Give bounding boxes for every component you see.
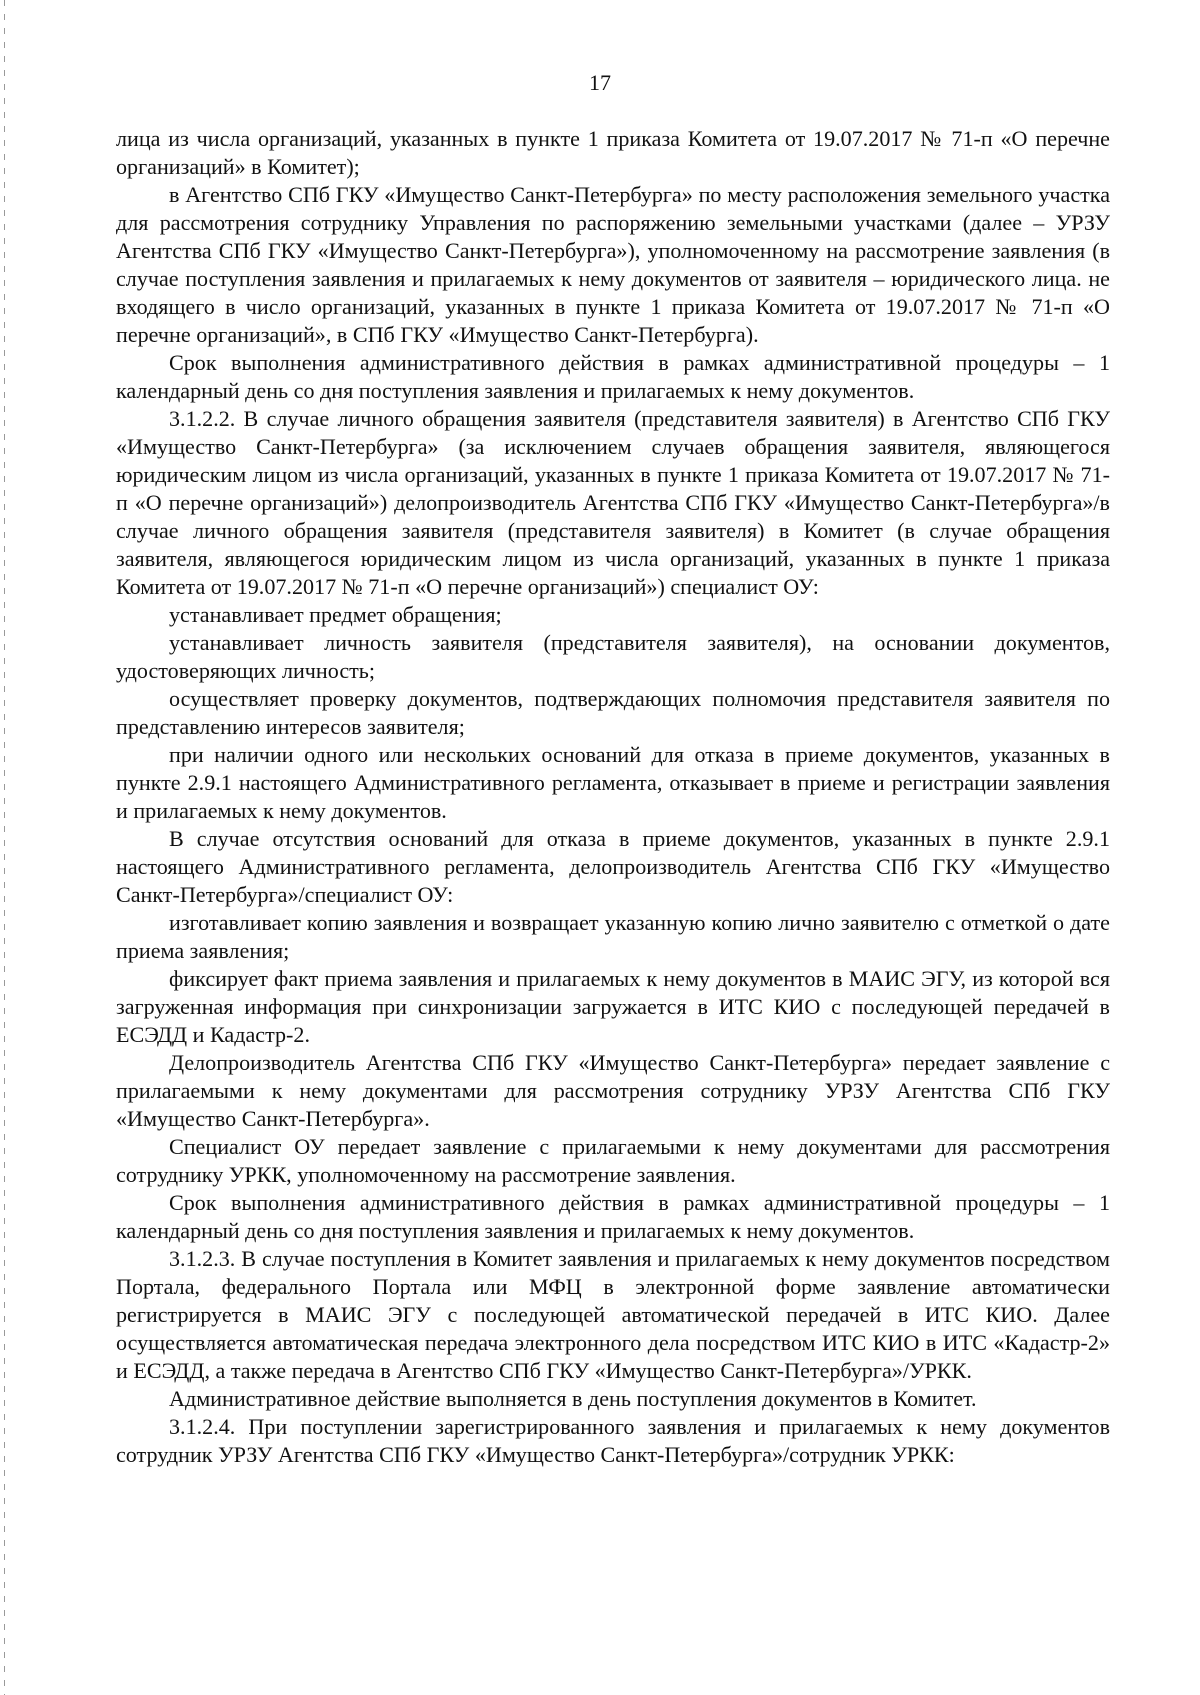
paragraph-section-3-1-2-3: 3.1.2.3. В случае поступления в Комитет заявления и прилагаемых к нему документов посредством Портала, федерального Портала или МФЦ в электронной форме заявление автоматически регистрируется в МАИС ЭГУ с последующей автоматической передачей в ИТС КИО. Далее осуществляется автоматическая передача электронного дела посредством ИТС КИО в ИТС «Кадастр-2» и ЕСЭДД, а также передача в Агентство СПб ГКУ «Имущество Санкт-Петербурга»/УРКК. (116, 1246, 1110, 1383)
paragraph-section-3-1-2-4: 3.1.2.4. При поступлении зарегистрированного заявления и прилагаемых к нему документов сотрудник УРЗУ Агентства СПб ГКУ «Имущество Санкт-Петербурга»/сотрудник УРКК: (116, 1414, 1110, 1467)
paragraph-continuation: лица из числа организаций, указанных в пункте 1 приказа Комитета от 19.07.2017 № 71-п «О перечне организаций» в Комитет); (116, 126, 1110, 179)
list-item: осуществляет проверку документов, подтверждающих полномочия представителя заявителя по представлению интересов заявителя; (116, 686, 1110, 739)
page-number: 17 (589, 70, 611, 95)
list-item: фиксирует факт приема заявления и прилагаемых к нему документов в МАИС ЭГУ, из которой вся загруженная информация при синхронизации загружается в ИТС КИО с последующей передачей в ЕСЭДД и Кадастр-2. (116, 966, 1110, 1047)
paragraph: В случае отсутствия оснований для отказа в приеме документов, указанных в пункте 2.9.1 настоящего Административного регламента, делопроизводитель Агентства СПб ГКУ «Имущество Санкт-Петербурга»/специалист ОУ: (116, 826, 1110, 907)
list-item: устанавливает личность заявителя (представителя заявителя), на основании документов, удостоверяющих личность; (116, 630, 1110, 683)
paragraph: Административное действие выполняется в день поступления документов в Комитет. (169, 1386, 977, 1411)
paragraph: Делопроизводитель Агентства СПб ГКУ «Имущество Санкт-Петербурга» передает заявление с прилагаемыми к нему документами для рассмотрения сотруднику УРЗУ Агентства СПб ГКУ «Имущество Санкт-Петербурга». (116, 1050, 1110, 1131)
document-body (116, 125, 1110, 1469)
list-item: при наличии одного или нескольких оснований для отказа в приеме документов, указанных в пункте 2.9.1 настоящего Административного регламента, отказывает в приеме и регистрации заявления и прилагаемых к нему документов. (116, 742, 1110, 823)
paragraph: Срок выполнения административного действия в рамках административной процедуры – 1 календарный день со дня поступления заявления и прилагаемых к нему документов. (116, 1190, 1110, 1243)
paragraph-section-3-1-2-2: 3.1.2.2. В случае личного обращения заявителя (представителя заявителя) в Агентство СПб ГКУ «Имущество Санкт-Петербурга» (за исключением случаев обращения заявителя, являющегося юридическим лицом из числа организаций, указанных в пункте 1 приказа Комитета от 19.07.2017 № 71-п «О перечне организаций») делопроизводитель Агентства СПб ГКУ «Имущество Санкт-Петербурга»/в случае личного обращения заявителя (представителя заявителя) в Комитет (в случае обращения заявителя, являющегося юридическим лицом из числа организаций, указанных в пункте 1 приказа Комитета от 19.07.2017 № 71-п «О перечне организаций») специалист ОУ: (116, 406, 1110, 599)
paragraph: Срок выполнения административного действия в рамках административной процедуры – 1 календарный день со дня поступления заявления и прилагаемых к нему документов. (116, 350, 1110, 403)
paragraph: Специалист ОУ передает заявление с прилагаемыми к нему документами для рассмотрения сотруднику УРКК, уполномоченному на рассмотрение заявления. (116, 1134, 1110, 1187)
list-item: устанавливает предмет обращения; (169, 602, 502, 627)
list-item: изготавливает копию заявления и возвращает указанную копию лично заявителю с отметкой о дате приема заявления; (116, 910, 1110, 963)
paragraph: в Агентство СПб ГКУ «Имущество Санкт-Петербурга» по месту расположения земельного участка для рассмотрения сотруднику Управления по распоряжению земельными участками (далее – УРЗУ Агентства СПб ГКУ «Имущество Санкт-Петербурга»), уполномоченному на рассмотрение заявления (в случае поступления заявления и прилагаемых к нему документов от заявителя – юридического лица. не входящего в число организаций, указанных в пункте 1 приказа Комитета от 19.07.2017 № 71-п «О перечне организаций», в СПб ГКУ «Имущество Санкт-Петербурга). (116, 182, 1110, 347)
scan-edge-line (4, 0, 5, 1695)
